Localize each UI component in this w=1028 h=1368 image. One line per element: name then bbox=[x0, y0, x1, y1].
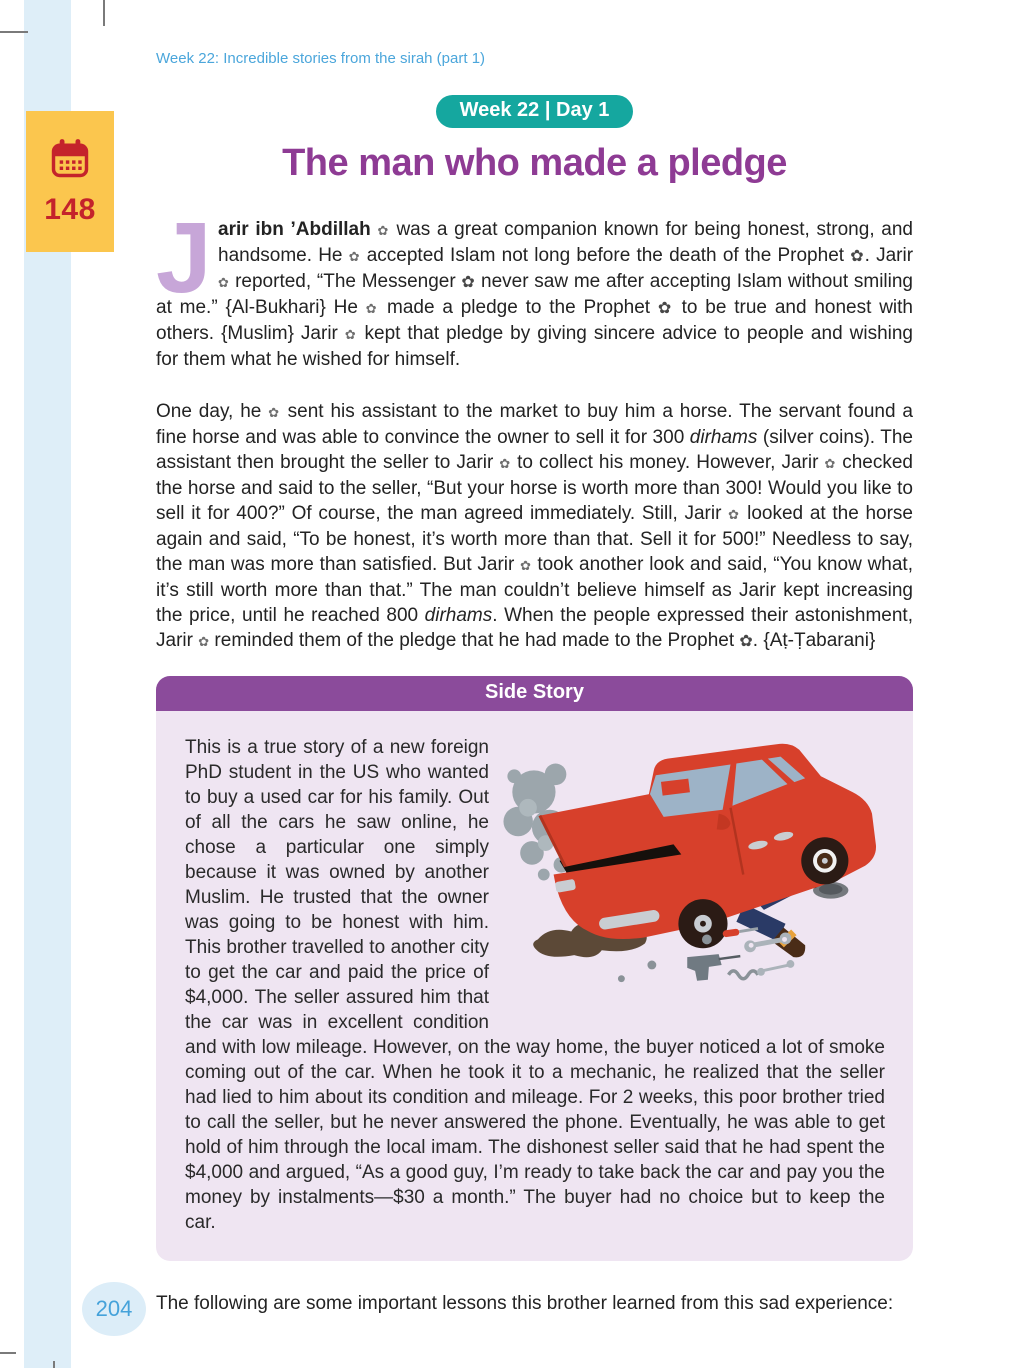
side-story-body bbox=[156, 711, 913, 1261]
closing-line: The following are some important lessons this brother learned from this sad experience: bbox=[156, 1293, 894, 1314]
story-paragraph-1 bbox=[156, 202, 914, 372]
day-tab bbox=[26, 111, 114, 252]
page-number: 204 bbox=[95, 1296, 133, 1321]
page-number-badge bbox=[82, 1282, 146, 1336]
paragraph-text: One day, he ✿ sent his assistant to the market to buy him a horse. The servant found a fine horse and was able to convince the owner to sell it for 300 dirhams (silver coins). The assistant then brought the seller to Jarir ✿ to collect his money. However, Jarir ✿ checked the horse and said to the seller, “But your horse is worth more than 300! Would you like to sell it for 400?” Of course, the man agreed immediately. Still, Jarir ✿ looked at the horse again and said, “To be honest, it’s worth more than that. Sell it for 500!” Needless to say, the man was more than satisfied. But Jarir ✿ took another look and said, “You know what, it’s still worth more than that.” The man couldn’t believe himself as Jarir kept increasing the price, until he reached 800 dirhams. When the people expressed their astonishment, Jarir ✿ reminded them of the pledge that he had made to the Prophet ✿. {Aṭ-Ṭabarani} bbox=[156, 401, 914, 651]
day-tab-number: 148 bbox=[44, 192, 96, 226]
page-title: The man who made a pledge bbox=[282, 142, 787, 184]
story-paragraph-2 bbox=[156, 399, 913, 654]
trim-mark bbox=[53, 1361, 55, 1368]
side-story-text: This is a true story of a new foreign PhD student in the US who wanted to buy a used car for his family. Out of all the cars he saw online, he chose a particular one simply because it was owned by another Muslim. He trusted that the owner was going to be honest with him. This brother travelled to another city to get the car and paid the price of $4,000. The seller assured him that the car was in excellent condition and with low mileage. However, on the way home, the buyer noticed a lot of smoke coming out of the car. When he took it to a mechanic, he realized that the seller had lied to him about its condition and mileage. For 2 weeks, this poor brother tried to call the seller, but he never answered the phone. Eventually, he was able to get hold of him through the local imam. The dishonest seller said that he had spent the $4,000 and argued, “As a good guy, I’m ready to take back the car and pay you the money by instalments—$30 a month.” The buyer had no choice but to keep the car. bbox=[185, 737, 885, 1233]
trim-mark bbox=[0, 1352, 16, 1354]
side-story-header: Side Story bbox=[156, 676, 913, 711]
dropcap-letter: J bbox=[156, 202, 212, 314]
car-repair-illustration bbox=[503, 735, 899, 1020]
paragraph-text: arir ibn ’Abdillah ✿ was a great companion known for being honest, strong, and handsome. He ✿ accepted Islam not long before the death of the Prophet ✿. Jarir ✿ reported, “The Messenger ✿ never saw me after accepting Islam without smiling at me.” {Al-Bukhari} He ✿ made a pledge to the Prophet ✿ to be true and honest with others. {Muslim} Jarir ✿ kept that pledge by giving sincere advice to people and wishing for them what he wished for himself. bbox=[156, 219, 914, 370]
day-badge-row bbox=[156, 95, 913, 128]
page-content bbox=[156, 0, 913, 1315]
trim-mark bbox=[103, 0, 105, 26]
calendar-icon bbox=[48, 137, 92, 181]
trim-mark bbox=[0, 31, 28, 33]
running-head: Week 22: Incredible stories from the sirah (part 1) bbox=[156, 50, 486, 67]
side-story-box bbox=[156, 676, 913, 1261]
day-badge: Week 22 | Day 1 bbox=[436, 95, 634, 128]
